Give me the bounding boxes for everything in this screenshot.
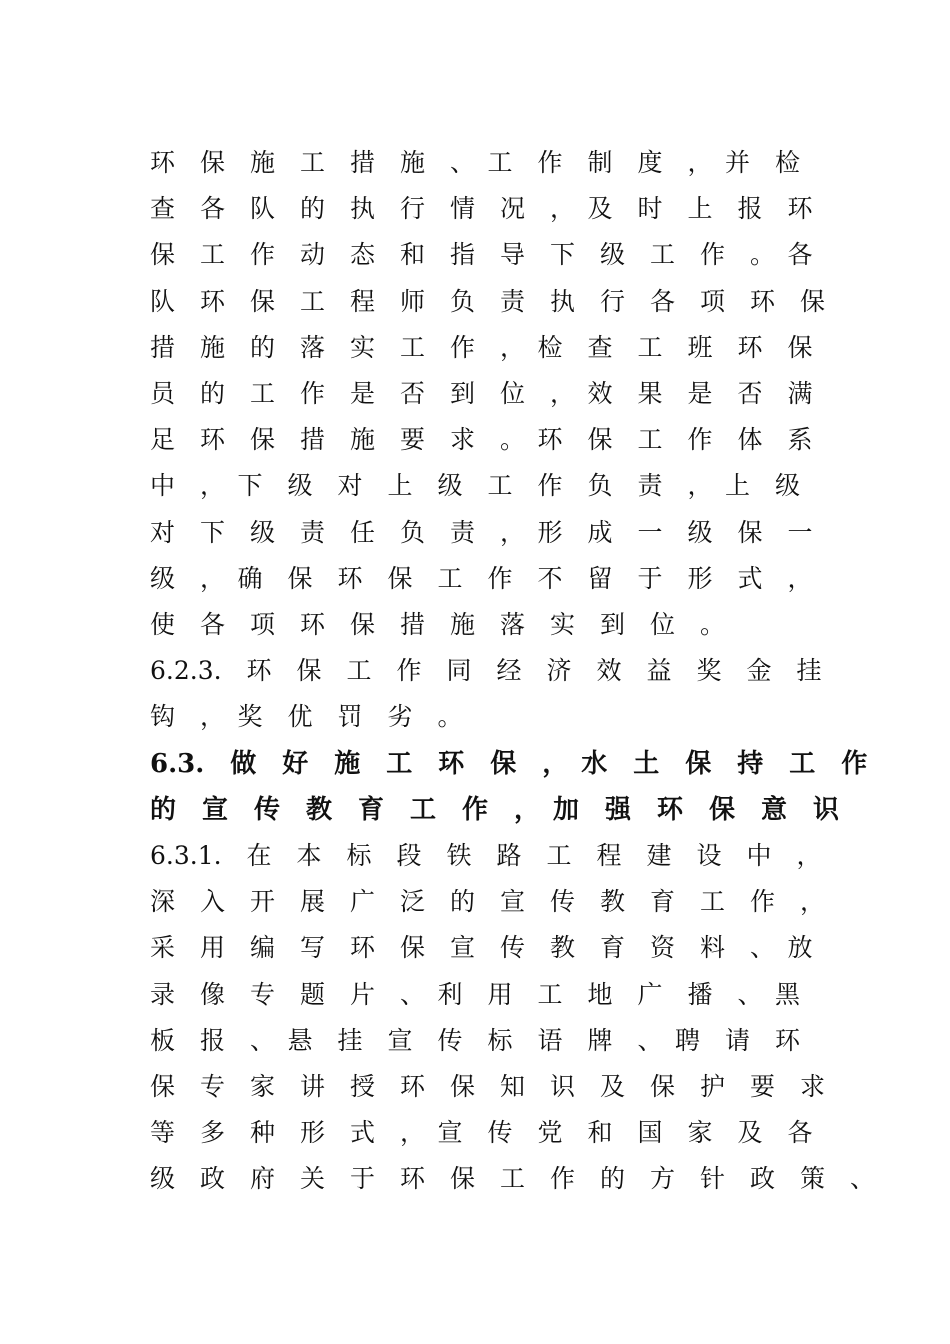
text-line: 等 多 种 形 式 ， 宣 传 党 和 国 家 及 各 [150,1118,813,1147]
text-line: 采 用 编 写 环 保 宣 传 教 育 资 料 、 放 [150,933,813,962]
text-line: 使 各 项 环 保 措 施 落 实 到 位 。 [150,610,726,639]
section-heading: 6.3. 做 好 施 工 环 保 ， 水 土 保 持 工 作 [150,749,868,779]
text-line: 级 政 府 关 于 环 保 工 作 的 方 针 政 策 、 [150,1164,876,1193]
subsection-line: 6.2.3. 环 保 工 作 同 经 济 效 益 奖 金 挂 [150,656,822,685]
text-line: 足 环 保 措 施 要 求 。 环 保 工 作 体 系 [150,425,813,454]
text-line: 板 报 、 悬 挂 宣 传 标 语 牌 、 聘 请 环 [150,1026,801,1055]
text-line: 深 入 开 展 广 泛 的 宣 传 教 育 工 作 ， [150,887,826,916]
text-line: 环 保 施 工 措 施 、 工 作 制 度 ， 并 检 [150,148,801,177]
text-line: 员 的 工 作 是 否 到 位 ， 效 果 是 否 满 [150,379,813,408]
text-line: 队 环 保 工 程 师 负 责 执 行 各 项 环 保 [150,287,826,316]
text-line: 措 施 的 落 实 工 作 ， 检 查 工 班 环 保 [150,333,813,362]
subsection-line: 6.3.1. 在 本 标 段 铁 路 工 程 建 设 中 ， [150,841,822,870]
text-line: 级 ， 确 保 环 保 工 作 不 留 于 形 式 ， [150,564,813,593]
text-line: 对 下 级 责 任 负 责 ， 形 成 一 级 保 一 [150,518,813,547]
text-line: 保 工 作 动 态 和 指 导 下 级 工 作 。 各 [150,240,813,269]
text-line: 中 ， 下 级 对 上 级 工 作 负 责 ， 上 级 [150,471,801,500]
section-heading: 的 宣 传 教 育 工 作 ， 加 强 环 保 意 识 [150,795,840,825]
text-line: 保 专 家 讲 授 环 保 知 识 及 保 护 要 求 [150,1072,826,1101]
text-line: 钩 ， 奖 优 罚 劣 。 [150,702,463,731]
text-line: 查 各 队 的 执 行 情 况 ， 及 时 上 报 环 [150,194,813,223]
text-line: 录 像 专 题 片 、 利 用 工 地 广 播 、 黑 [150,980,801,1009]
